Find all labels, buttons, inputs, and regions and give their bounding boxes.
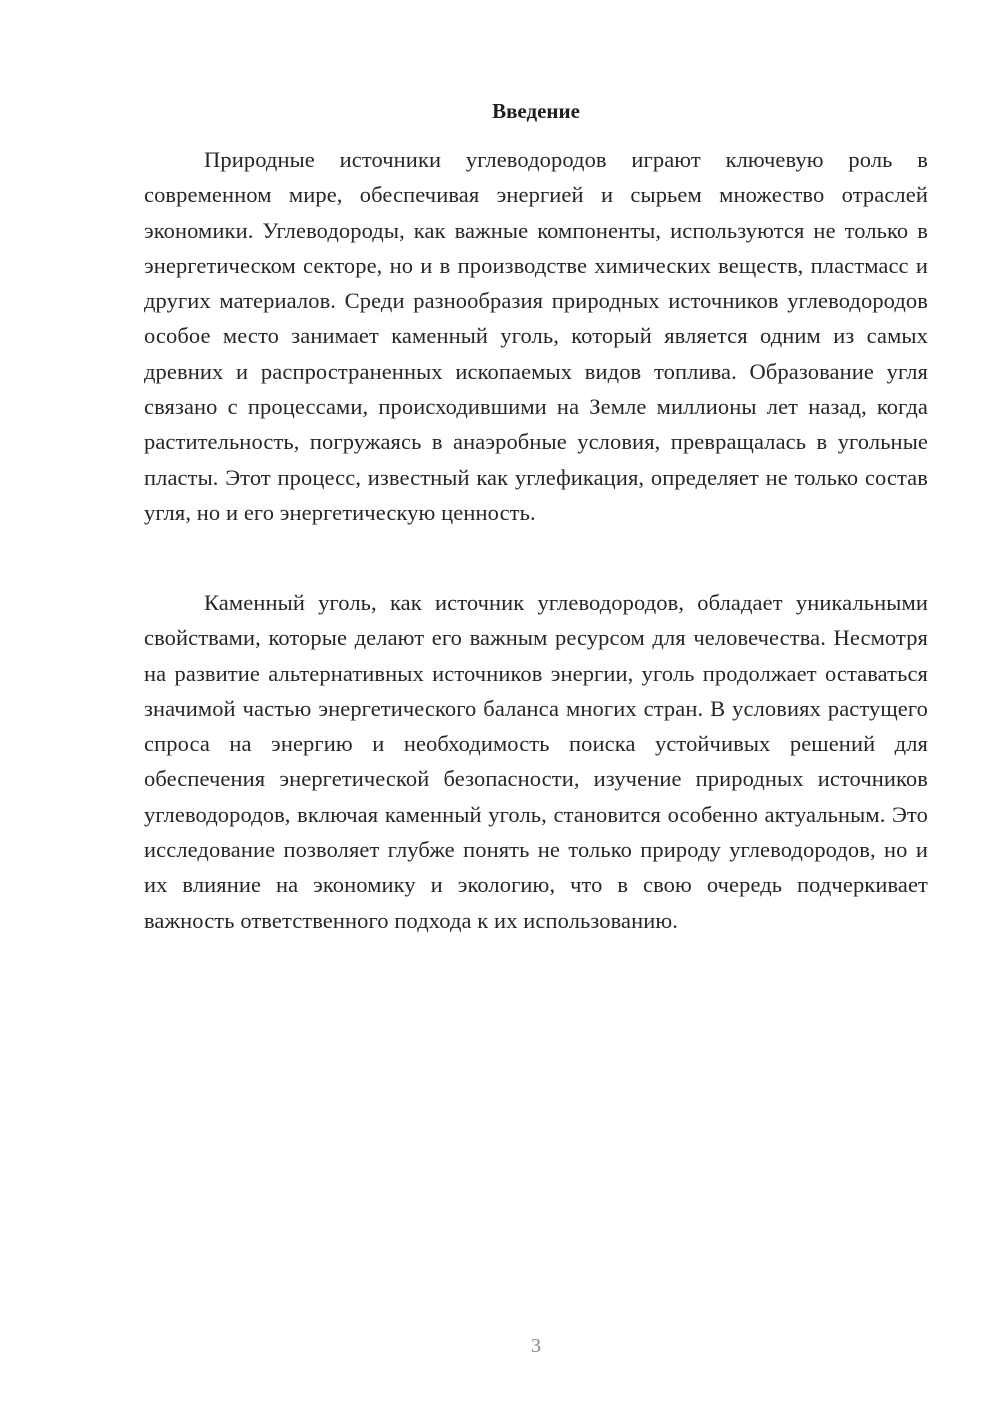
page-number: 3 bbox=[531, 1335, 541, 1357]
section-heading: Введение bbox=[492, 99, 580, 123]
paragraph-2: Каменный уголь, как источник углеводородов, обладает уникальными свойствами, которые делают его важным ресурсом для человечества. Несмотря на развитие альтернативных источников энергии, уголь продолжает оставаться значимой частью энергетического баланса многих стран. В условиях растущего спроса на энергию и необходимость поиска устойчивых решений для обеспечения энергетической безопасности, изучение природных источников углеводородов, включая каменный уголь, становится особенно актуальным. Это исследование позволяет глубже понять не только природу углеводородов, но и их влияние на экономику и экологию, что в свою очередь подчеркивает важность ответственного подхода к их использованию. bbox=[144, 590, 928, 933]
paragraph-1: Природные источники углеводородов играют ключевую роль в современном мире, обеспечивая энергией и сырьем множество отраслей экономики. Углеводороды, как важные компоненты, используются не только в энергетическом секторе, но и в производстве химических веществ, пластмасс и других материалов. Среди разнообразия природных источников углеводородов особое место занимает каменный уголь, который является одним из самых древних и распространенных ископаемых видов топлива. Образование угля связано с процессами, происходившими на Земле миллионы лет назад, когда растительность, погружаясь в анаэробные условия, превращалась в угольные пласты. Этот процесс, известный как углефикация, определяет не только состав угля, но и его энергетическую ценность. bbox=[144, 147, 928, 525]
